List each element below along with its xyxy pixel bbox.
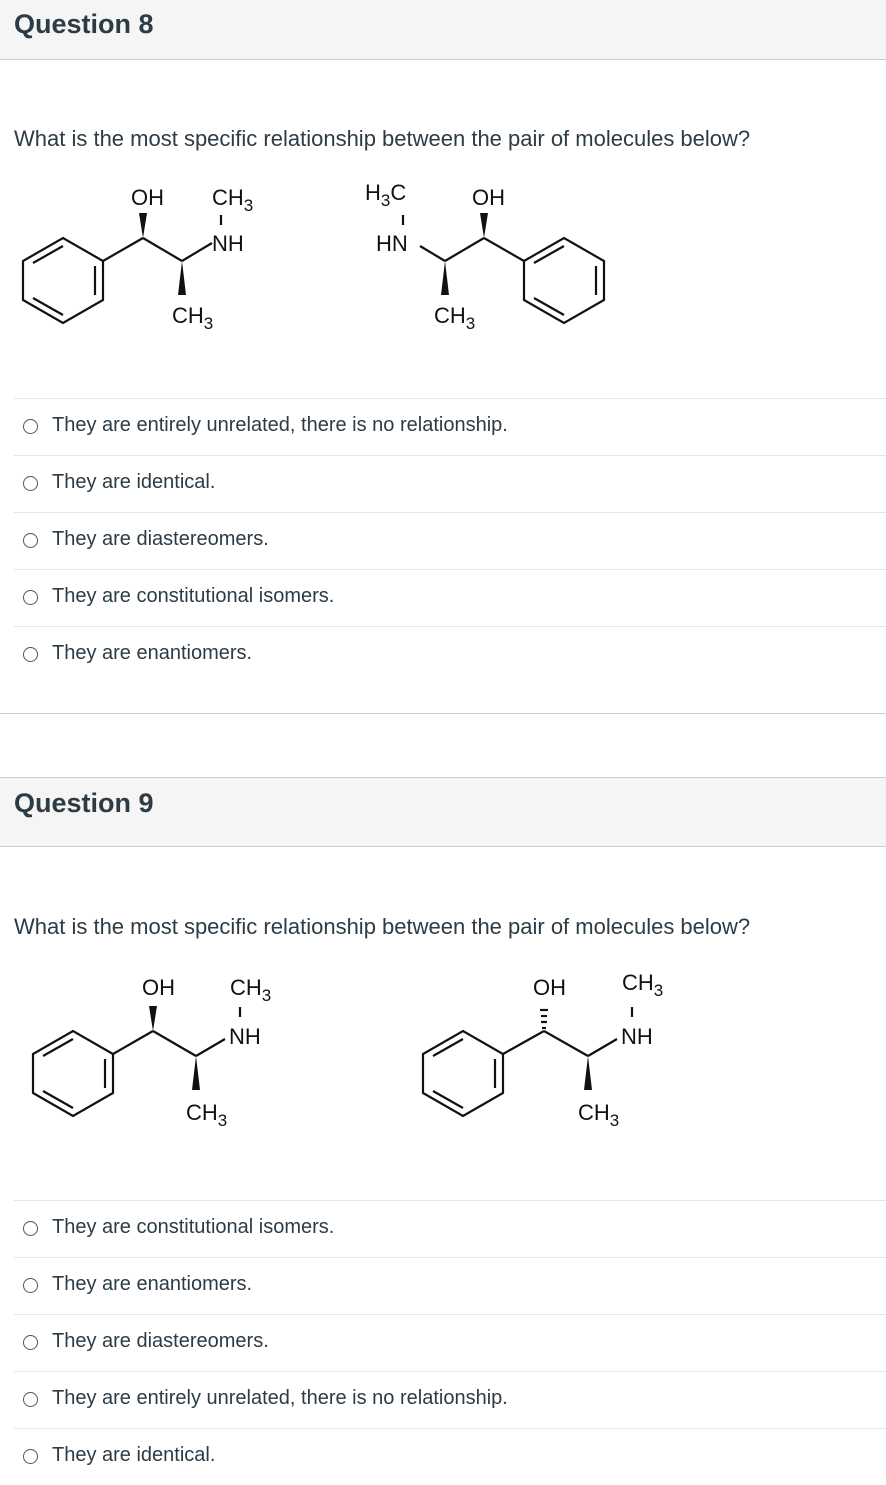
q9-left-benzene-ring (33, 1031, 113, 1116)
radio-button[interactable] (23, 1221, 38, 1236)
q9-left-wedge-oh (149, 1006, 157, 1031)
q8-right-ch3-bottom-label: $CH_3$ (434, 303, 476, 333)
q8-left-ch3-top-label: $CH_3$ (212, 185, 254, 215)
q9-answer-option[interactable] (14, 1428, 886, 1485)
q8-right-wedge-ch3 (441, 261, 449, 295)
answer-label: They are constitutional isomers. (52, 1216, 335, 1238)
q8-right-wedge-oh (480, 213, 488, 238)
q9-right-wedge-ch3 (584, 1056, 592, 1090)
answer-label: They are constitutional isomers. (52, 585, 335, 607)
question-8-bottom-divider (0, 713, 886, 714)
question-9-answers (14, 1200, 886, 1485)
q8-answer-option[interactable] (14, 398, 886, 455)
radio-button[interactable] (23, 1335, 38, 1350)
question-8-header (0, 0, 886, 60)
q8-left-wedge-oh (139, 213, 147, 238)
q8-left-ch3-bottom-label: $CH_3$ (172, 303, 214, 333)
q9-left-oh-label: OH (142, 975, 175, 1000)
question-9-prompt: What is the most specific relationship between the pair of molecules below? (14, 914, 751, 939)
radio-button[interactable] (23, 419, 38, 434)
radio-button[interactable] (23, 590, 38, 605)
q9-right-hash-oh (540, 1010, 548, 1028)
q8-answer-option[interactable] (14, 626, 886, 683)
answer-label: They are entirely unrelated, there is no relationship. (52, 1387, 508, 1409)
question-9-molecules (0, 960, 886, 1130)
q9-left-ch3-top-label: $CH_3$ (230, 975, 272, 1005)
radio-button[interactable] (23, 1392, 38, 1407)
answer-label: They are enantiomers. (52, 642, 253, 664)
q8-right-h3c-label: $H_3C$ (365, 180, 407, 210)
q9-answer-option[interactable] (14, 1314, 886, 1371)
radio-button[interactable] (23, 533, 38, 548)
q9-right-nh-label: NH (621, 1024, 653, 1049)
q9-right-ch3-top-label: $CH_3$ (622, 970, 664, 1000)
question-8-title: Question 8 (14, 9, 154, 39)
q9-answer-option[interactable] (14, 1371, 886, 1428)
q8-left-benzene-ring (23, 238, 103, 323)
answer-label: They are entirely unrelated, there is no relationship. (52, 414, 508, 436)
q8-right-oh-label: OH (472, 185, 505, 210)
answer-label: They are identical. (52, 1444, 216, 1466)
q8-left-nh-label: NH (212, 231, 244, 256)
radio-button[interactable] (23, 1449, 38, 1464)
question-8-prompt: What is the most specific relationship between the pair of molecules below? (14, 126, 751, 151)
q8-right-benzene-ring (524, 238, 604, 323)
radio-button[interactable] (23, 476, 38, 491)
question-9-title: Question 9 (14, 788, 154, 818)
q8-left-wedge-ch3 (178, 261, 186, 295)
answer-label: They are identical. (52, 471, 216, 493)
question-8-molecules (0, 170, 886, 340)
q9-right-benzene-ring (423, 1031, 503, 1116)
q8-answer-option[interactable] (14, 569, 886, 626)
q8-right-hn-label: HN (376, 231, 408, 256)
q9-answer-option[interactable] (14, 1200, 886, 1257)
q8-answer-option[interactable] (14, 512, 886, 569)
answer-label: They are enantiomers. (52, 1273, 253, 1295)
q8-answer-option[interactable] (14, 455, 886, 512)
question-8-answers (14, 398, 886, 683)
radio-button[interactable] (23, 1278, 38, 1293)
q9-right-ch3-bottom-label: $CH_3$ (578, 1100, 620, 1130)
q9-left-nh-label: NH (229, 1024, 261, 1049)
q9-answer-option[interactable] (14, 1257, 886, 1314)
answer-label: They are diastereomers. (52, 528, 269, 550)
q9-right-oh-label: OH (533, 975, 566, 1000)
answer-label: They are diastereomers. (52, 1330, 269, 1352)
question-9-header (0, 777, 886, 847)
radio-button[interactable] (23, 647, 38, 662)
q8-left-oh-label: OH (131, 185, 164, 210)
q9-left-ch3-bottom-label: $CH_3$ (186, 1100, 228, 1130)
q9-left-wedge-ch3 (192, 1056, 200, 1090)
